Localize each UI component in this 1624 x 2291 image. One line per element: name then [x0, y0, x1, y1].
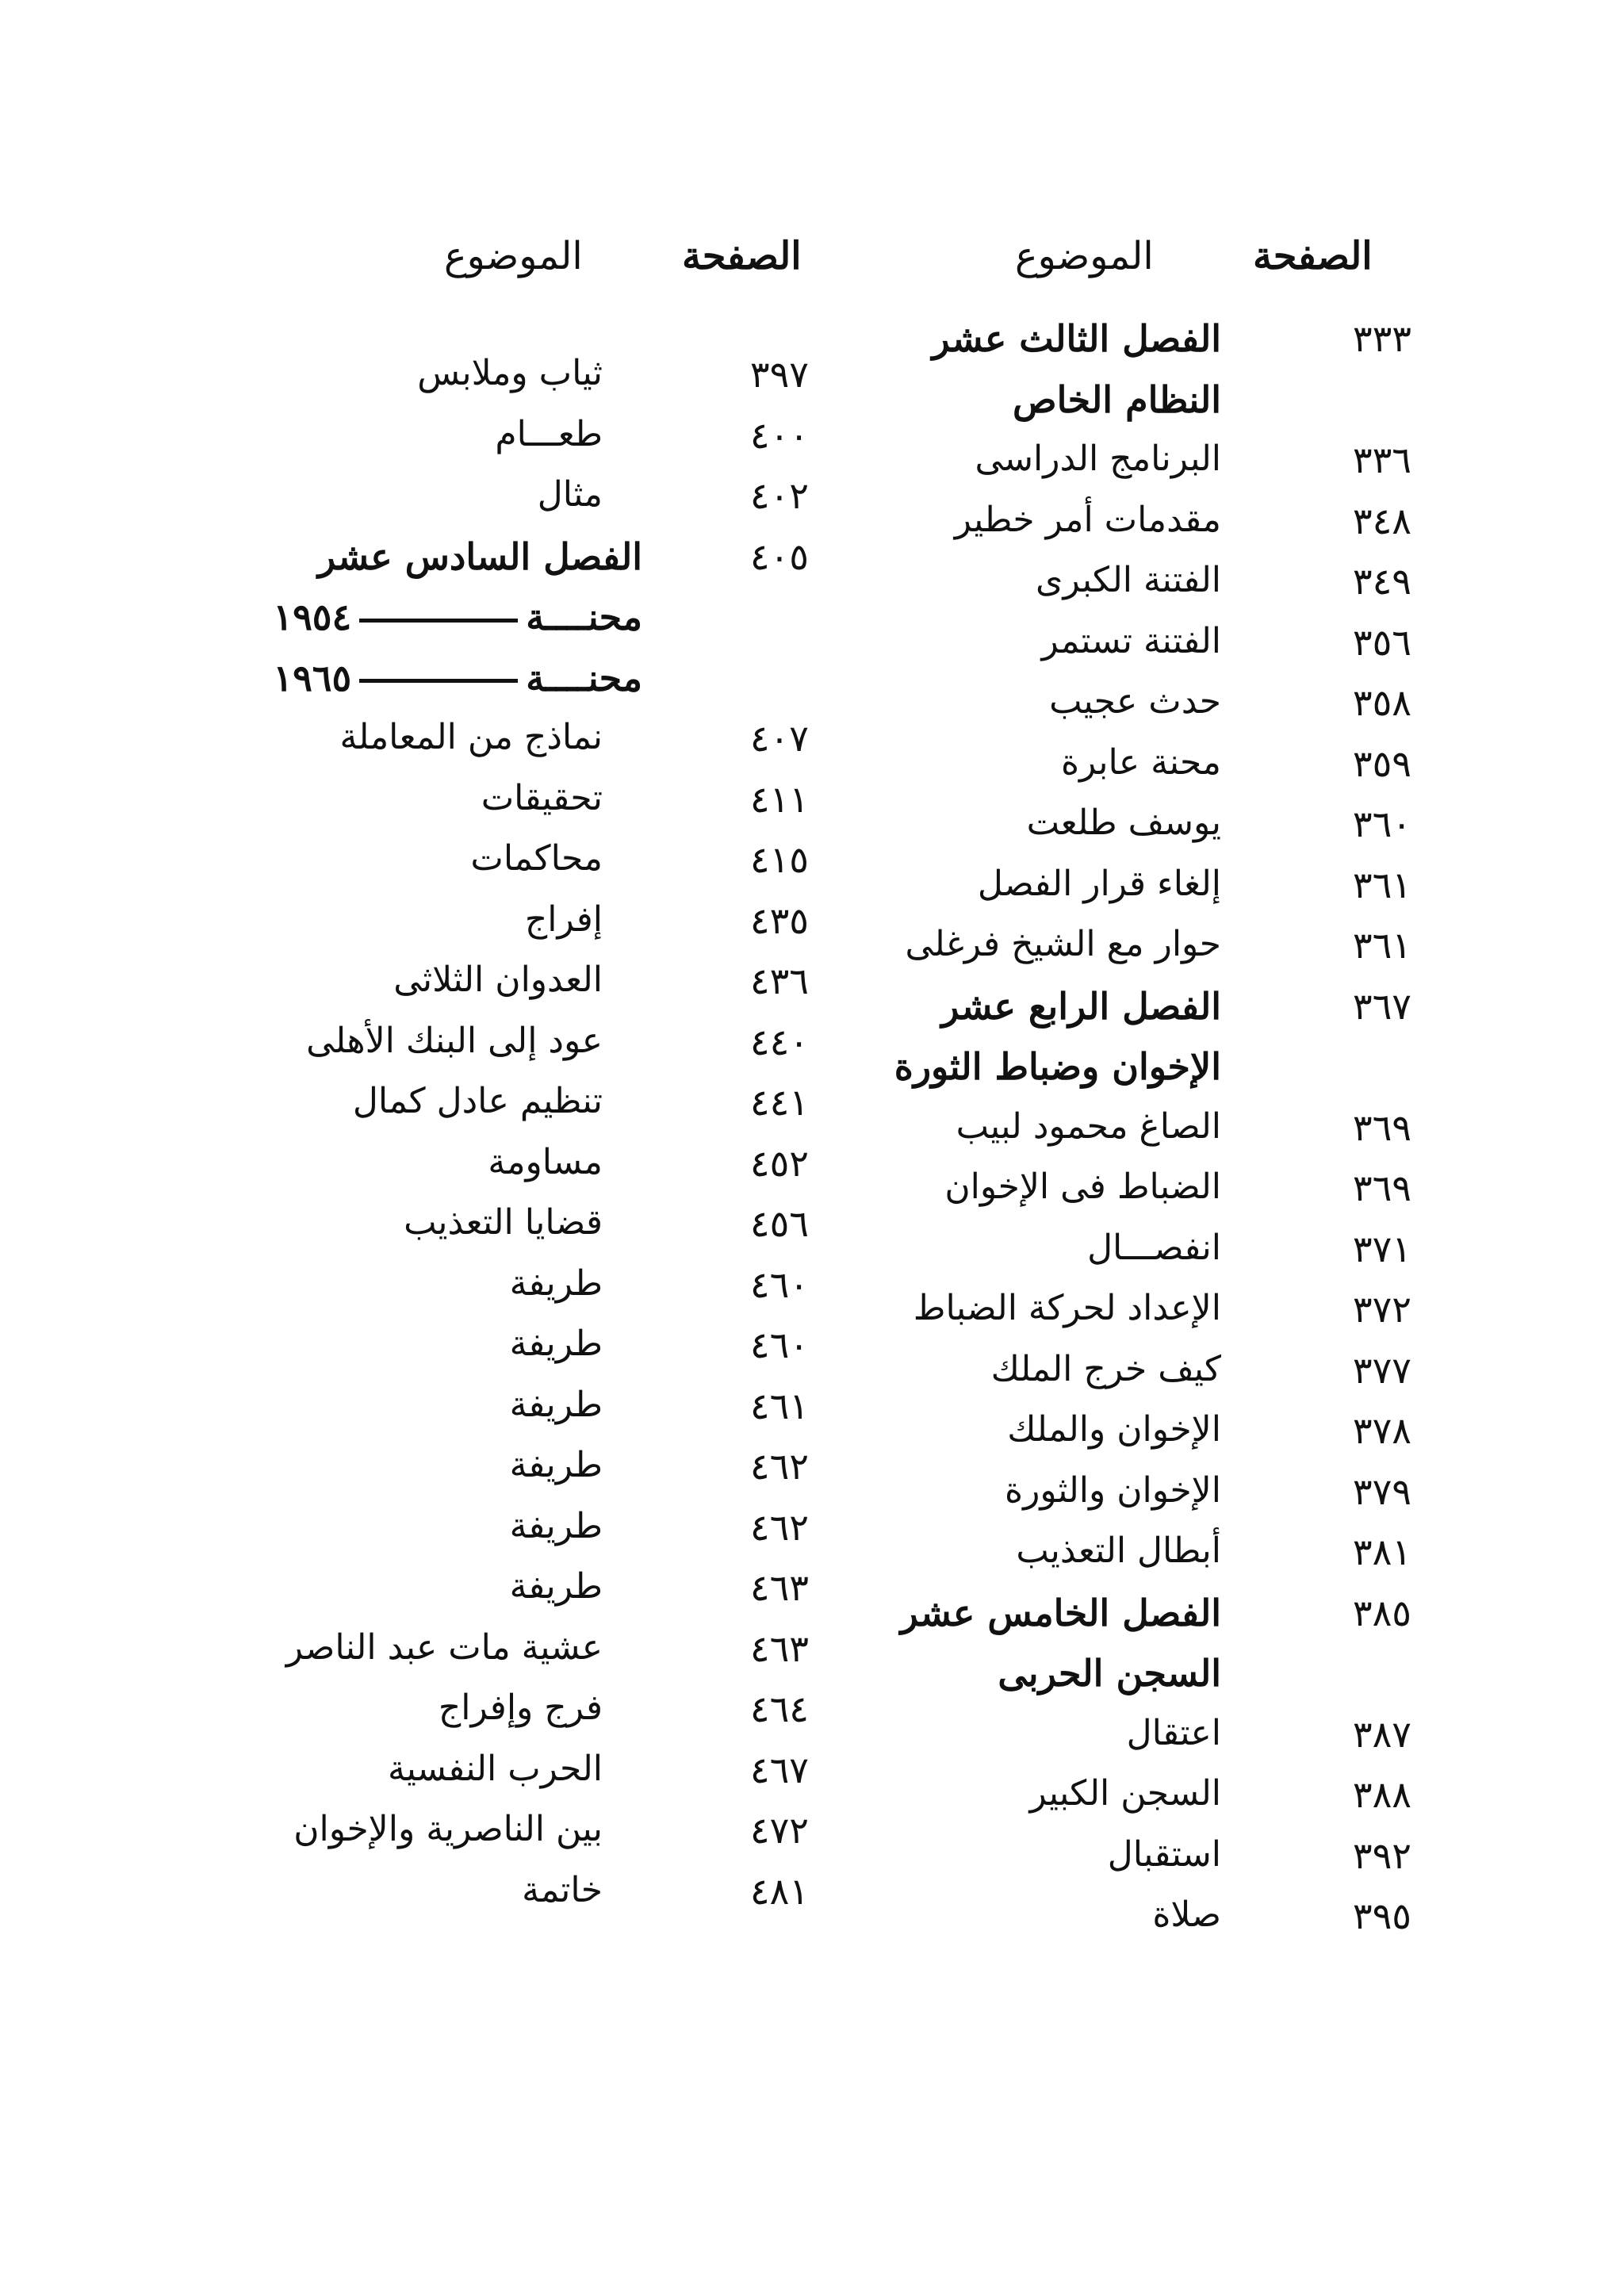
toc-page-number: ٤٦١: [749, 1384, 809, 1427]
toc-topic: محاكمات: [470, 838, 603, 879]
toc-page-number: ٣٥٨: [1352, 681, 1411, 724]
toc-topic: الإعداد لحركة الضباط: [913, 1288, 1221, 1328]
toc-topic: فرج وإفراج: [438, 1688, 603, 1728]
toc-page-number: ٤٥٦: [749, 1202, 809, 1245]
toc-page-number: ٣٥٦: [1352, 620, 1411, 664]
toc-page-number: ٤٦٠: [749, 1262, 809, 1306]
toc-topic-label: محنــــة: [526, 656, 642, 699]
toc-topic: نماذج من المعاملة: [339, 717, 603, 757]
toc-topic: أبطال التعذيب: [1016, 1531, 1221, 1571]
toc-page-number: ٣٧٨: [1352, 1409, 1411, 1452]
toc-chapter-title: النظام الخاص: [1012, 377, 1221, 421]
toc-chapter-title: الإخوان وضباط الثورة: [894, 1045, 1221, 1088]
toc-page-number: ٤٦٢: [749, 1445, 809, 1488]
toc-topic: تحقيقات: [481, 777, 603, 818]
toc-page-number: ٣٦٧: [1352, 984, 1411, 1028]
header-page-left: الصفحة: [682, 234, 802, 278]
toc-page-number: ٤٦٣: [749, 1626, 809, 1670]
toc-topic: البرنامج الدراسى: [975, 439, 1221, 479]
toc-topic: إلغاء قرار الفصل: [977, 863, 1221, 904]
toc-page-number: ٤٧٢: [749, 1809, 809, 1852]
toc-topic: الفتنة تستمر: [1041, 620, 1221, 661]
toc-page-number: ٤٦٤: [749, 1688, 809, 1730]
toc-page-number: ٤٦٣: [749, 1566, 809, 1609]
toc-page-number: ٤١١: [749, 777, 809, 821]
toc-topic: قضايا التعذيب: [404, 1202, 603, 1243]
toc-page-number: ٣٥٩: [1352, 741, 1411, 785]
toc-topic: الإخوان والملك: [1007, 1409, 1221, 1450]
toc-page-number: ٣٧٢: [1352, 1288, 1411, 1331]
toc-topic: طريفة: [509, 1566, 603, 1607]
toc-page-number: ٤٥٢: [749, 1141, 809, 1185]
toc-topic: محنة عابرة: [1060, 741, 1221, 783]
toc-page-number: ٣٤٨: [1352, 499, 1411, 542]
toc-page-number: ٤٦٢: [749, 1505, 809, 1549]
toc-chapter-title: الفصل الثالث عشر: [932, 317, 1221, 360]
toc-page-number: ٣٣٣: [1352, 317, 1411, 360]
toc-page-number: ٣٦٠: [1352, 803, 1411, 845]
toc-year: ١٩٦٥: [273, 656, 352, 699]
toc-page-number: ٤٤٠: [749, 1020, 809, 1063]
toc-topic: صلاة: [1152, 1894, 1221, 1935]
toc-page-number: ٤٤١: [749, 1081, 809, 1124]
toc-chapter-title: [273, 596, 642, 638]
toc-topic: طريفة: [509, 1445, 603, 1485]
toc-topic: الصاغ محمود لبيب: [956, 1105, 1221, 1147]
toc-topic: يوسف طلعت: [1026, 803, 1221, 843]
toc-page-number: ٤٦٧: [749, 1748, 809, 1791]
toc-page-number: ٣٩٢: [1352, 1833, 1411, 1877]
toc-topic-label: محنــــة: [526, 596, 642, 638]
toc-topic: طريفة: [509, 1384, 603, 1425]
toc-page-number: ٤٠٥: [749, 534, 809, 578]
toc-page-number: ٣٨١: [1352, 1531, 1411, 1573]
toc-topic: الحرب النفسية: [387, 1748, 603, 1789]
toc-topic: مقدمات أمر خطير: [954, 499, 1221, 540]
toc-page-number: ٤١٥: [749, 838, 809, 881]
toc-page-number: ٣٦١: [1352, 924, 1411, 967]
toc-page-number: ٤٣٦: [749, 960, 809, 1002]
toc-page-number: ٣٧٩: [1352, 1469, 1411, 1513]
toc-topic: كيف خرج الملك: [990, 1348, 1221, 1389]
toc-page-number: ٣٩٧: [749, 353, 809, 396]
toc-topic: طريفة: [509, 1324, 603, 1364]
toc-chapter-title: [273, 657, 642, 699]
toc-topic: خاتمة: [522, 1869, 603, 1910]
toc-topic: طريفة: [509, 1262, 603, 1304]
toc-page-number: ٤٠٠: [749, 413, 809, 457]
toc-topic: عود إلى البنك الأهلى: [306, 1020, 603, 1061]
toc-chapter-title: الفصل الرابع عشر: [941, 984, 1221, 1028]
toc-page-number: ٣٩٥: [1352, 1894, 1411, 1937]
toc-chapter-title: الفصل السادس عشر: [317, 534, 642, 578]
toc-topic: الفتنة الكبرى: [1036, 560, 1221, 600]
toc-page-number: ٣٨٥: [1352, 1591, 1411, 1634]
toc-topic: بين الناصرية والإخوان: [293, 1809, 603, 1849]
toc-topic: العدوان الثلاثى: [393, 960, 603, 1000]
toc-topic: طعـــام: [495, 413, 603, 454]
toc-chapter-title: الفصل الخامس عشر: [900, 1591, 1221, 1634]
toc-page-number: ٣٣٦: [1352, 439, 1411, 481]
toc-page-number: ٣٦٩: [1352, 1105, 1411, 1149]
toc-topic: حوار مع الشيخ فرغلى: [905, 924, 1221, 964]
toc-page-number: ٣٨٨: [1352, 1773, 1411, 1816]
toc-topic: مثال: [537, 474, 603, 515]
toc-page-number: ٣٦١: [1352, 863, 1411, 906]
toc-topic: اعتقال: [1126, 1712, 1221, 1753]
toc-page-number: ٣٤٩: [1352, 560, 1411, 603]
toc-topic: تنظيم عادل كمال: [352, 1081, 603, 1121]
toc-topic: انفصـــال: [1087, 1227, 1221, 1268]
toc-topic: ثياب وملابس: [417, 353, 603, 393]
toc-page-number: ٣٨٧: [1352, 1712, 1411, 1756]
toc-topic: طريفة: [509, 1505, 603, 1546]
toc-topic: استقبال: [1107, 1833, 1221, 1875]
toc-topic: مساومة: [488, 1141, 603, 1182]
title-underline: [359, 679, 518, 683]
toc-year: ١٩٥٤: [273, 596, 352, 638]
header-topic-right: الموضوع: [1015, 234, 1154, 278]
toc-page-number: ٣٦٩: [1352, 1167, 1411, 1209]
toc-topic: حدث عجيب: [1049, 681, 1221, 722]
toc-page-number: ٣٧١: [1352, 1227, 1411, 1270]
toc-chapter-title: السجن الحربى: [998, 1652, 1221, 1695]
header-topic-left: الموضوع: [444, 234, 583, 278]
toc-page-number: ٤٠٧: [749, 717, 809, 760]
toc-page-number: ٣٧٧: [1352, 1348, 1411, 1392]
toc-page-number: ٤٣٥: [749, 898, 809, 942]
toc-topic: إفراج: [524, 898, 603, 940]
toc-page-number: ٤٨١: [749, 1869, 809, 1913]
toc-topic: عشية مات عبد الناصر: [285, 1626, 603, 1668]
toc-topic: السجن الكبير: [1029, 1773, 1221, 1814]
toc-topic: الضباط فى الإخوان: [944, 1167, 1221, 1207]
toc-page-number: ٤٠٢: [749, 474, 809, 517]
toc-topic: الإخوان والثورة: [1005, 1469, 1221, 1511]
title-underline: [359, 619, 518, 623]
toc-page-number: ٤٦٠: [749, 1324, 809, 1366]
header-page-right: الصفحة: [1253, 234, 1373, 278]
